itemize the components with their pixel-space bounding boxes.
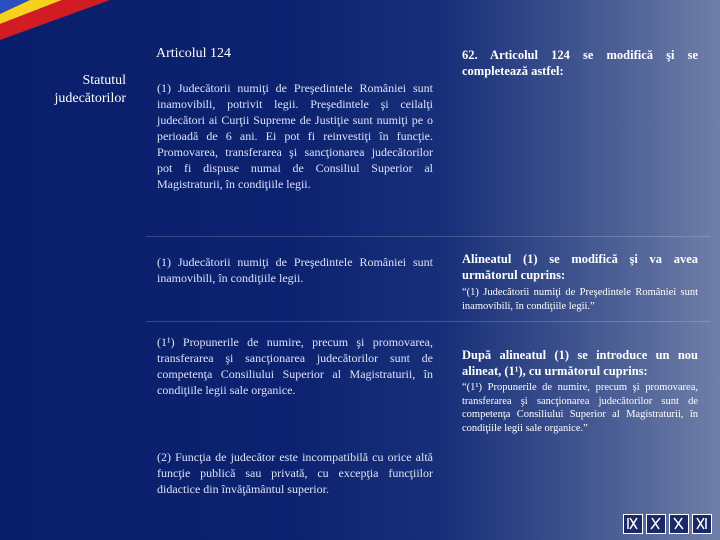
old-text-paragraph-2: (2) Funcţia de judecător este incompatibilă cu orice altă funcţie publică sau privată, cu excepţia funcţiilor didactice din învăţământul superior. [157, 450, 433, 496]
first-slide-icon [625, 516, 640, 531]
section-label: Statutul judecătorilor [54, 73, 126, 106]
row-divider [146, 236, 710, 237]
old-text-paragraph-1: (1) Judecătorii numiţi de Preşedintele României sunt inamovibili, potrivit legii. Preşedintele şi ceilalţi judecători ai Curţii Supreme de Justiţie sunt numiţi pe o perioadă de 6 ani. Ei pot fi reinvestiţi în funcţie. Promovarea, transferarea şi sancţionarea judecătorilor pot fi dispuse numai de Consiliul Superior al Magistraturii, în condiţiile legii. [157, 81, 433, 191]
amendment-heading-new-paragraph: După alineatul (1) se introduce un nou alineat, (1¹), cu următorul cuprins: [462, 348, 698, 378]
slide-navigation [623, 514, 712, 534]
slide-title: Articolul 124 [156, 46, 232, 61]
last-slide-button[interactable] [692, 514, 712, 534]
next-slide-button[interactable] [669, 514, 689, 534]
row-divider [146, 321, 710, 322]
amendment-heading-paragraph-1: Alineatul (1) se modifică şi va avea următorul cuprins: [462, 252, 698, 282]
last-slide-icon [694, 516, 709, 531]
new-text-paragraph-1: (1) Judecătorii numiţi de Preşedintele României sunt inamovibili, în condiţiile legii. [157, 255, 433, 285]
next-slide-icon [671, 516, 686, 531]
first-slide-button[interactable] [623, 514, 643, 534]
previous-slide-icon [648, 516, 663, 531]
amendment-quote-new-paragraph: “(1¹) Propunerile de numire, precum şi promovarea, transferarea şi sancţionarea judecătorilor sunt de competenţa Consiliului Superior al Magistraturii, în condiţiile legii sale organice.” [462, 382, 698, 434]
amendment-quote-paragraph-1: “(1) Judecătorii numiţi de Preşedintele României sunt inamovibili, în condiţiile legii.” [462, 287, 698, 312]
previous-slide-button[interactable] [646, 514, 666, 534]
new-text-paragraph-1-1: (1¹) Propunerile de numire, precum şi promovarea, transferarea şi sancţionarea judecătorilor sunt de competenţa Consiliului Superior al Magistraturii, în condiţiile legii sale organice. [157, 335, 433, 397]
flag-corner-decoration [0, 0, 110, 40]
amendment-heading-62: 62. Articolul 124 se modifică şi se completează astfel: [462, 48, 698, 78]
